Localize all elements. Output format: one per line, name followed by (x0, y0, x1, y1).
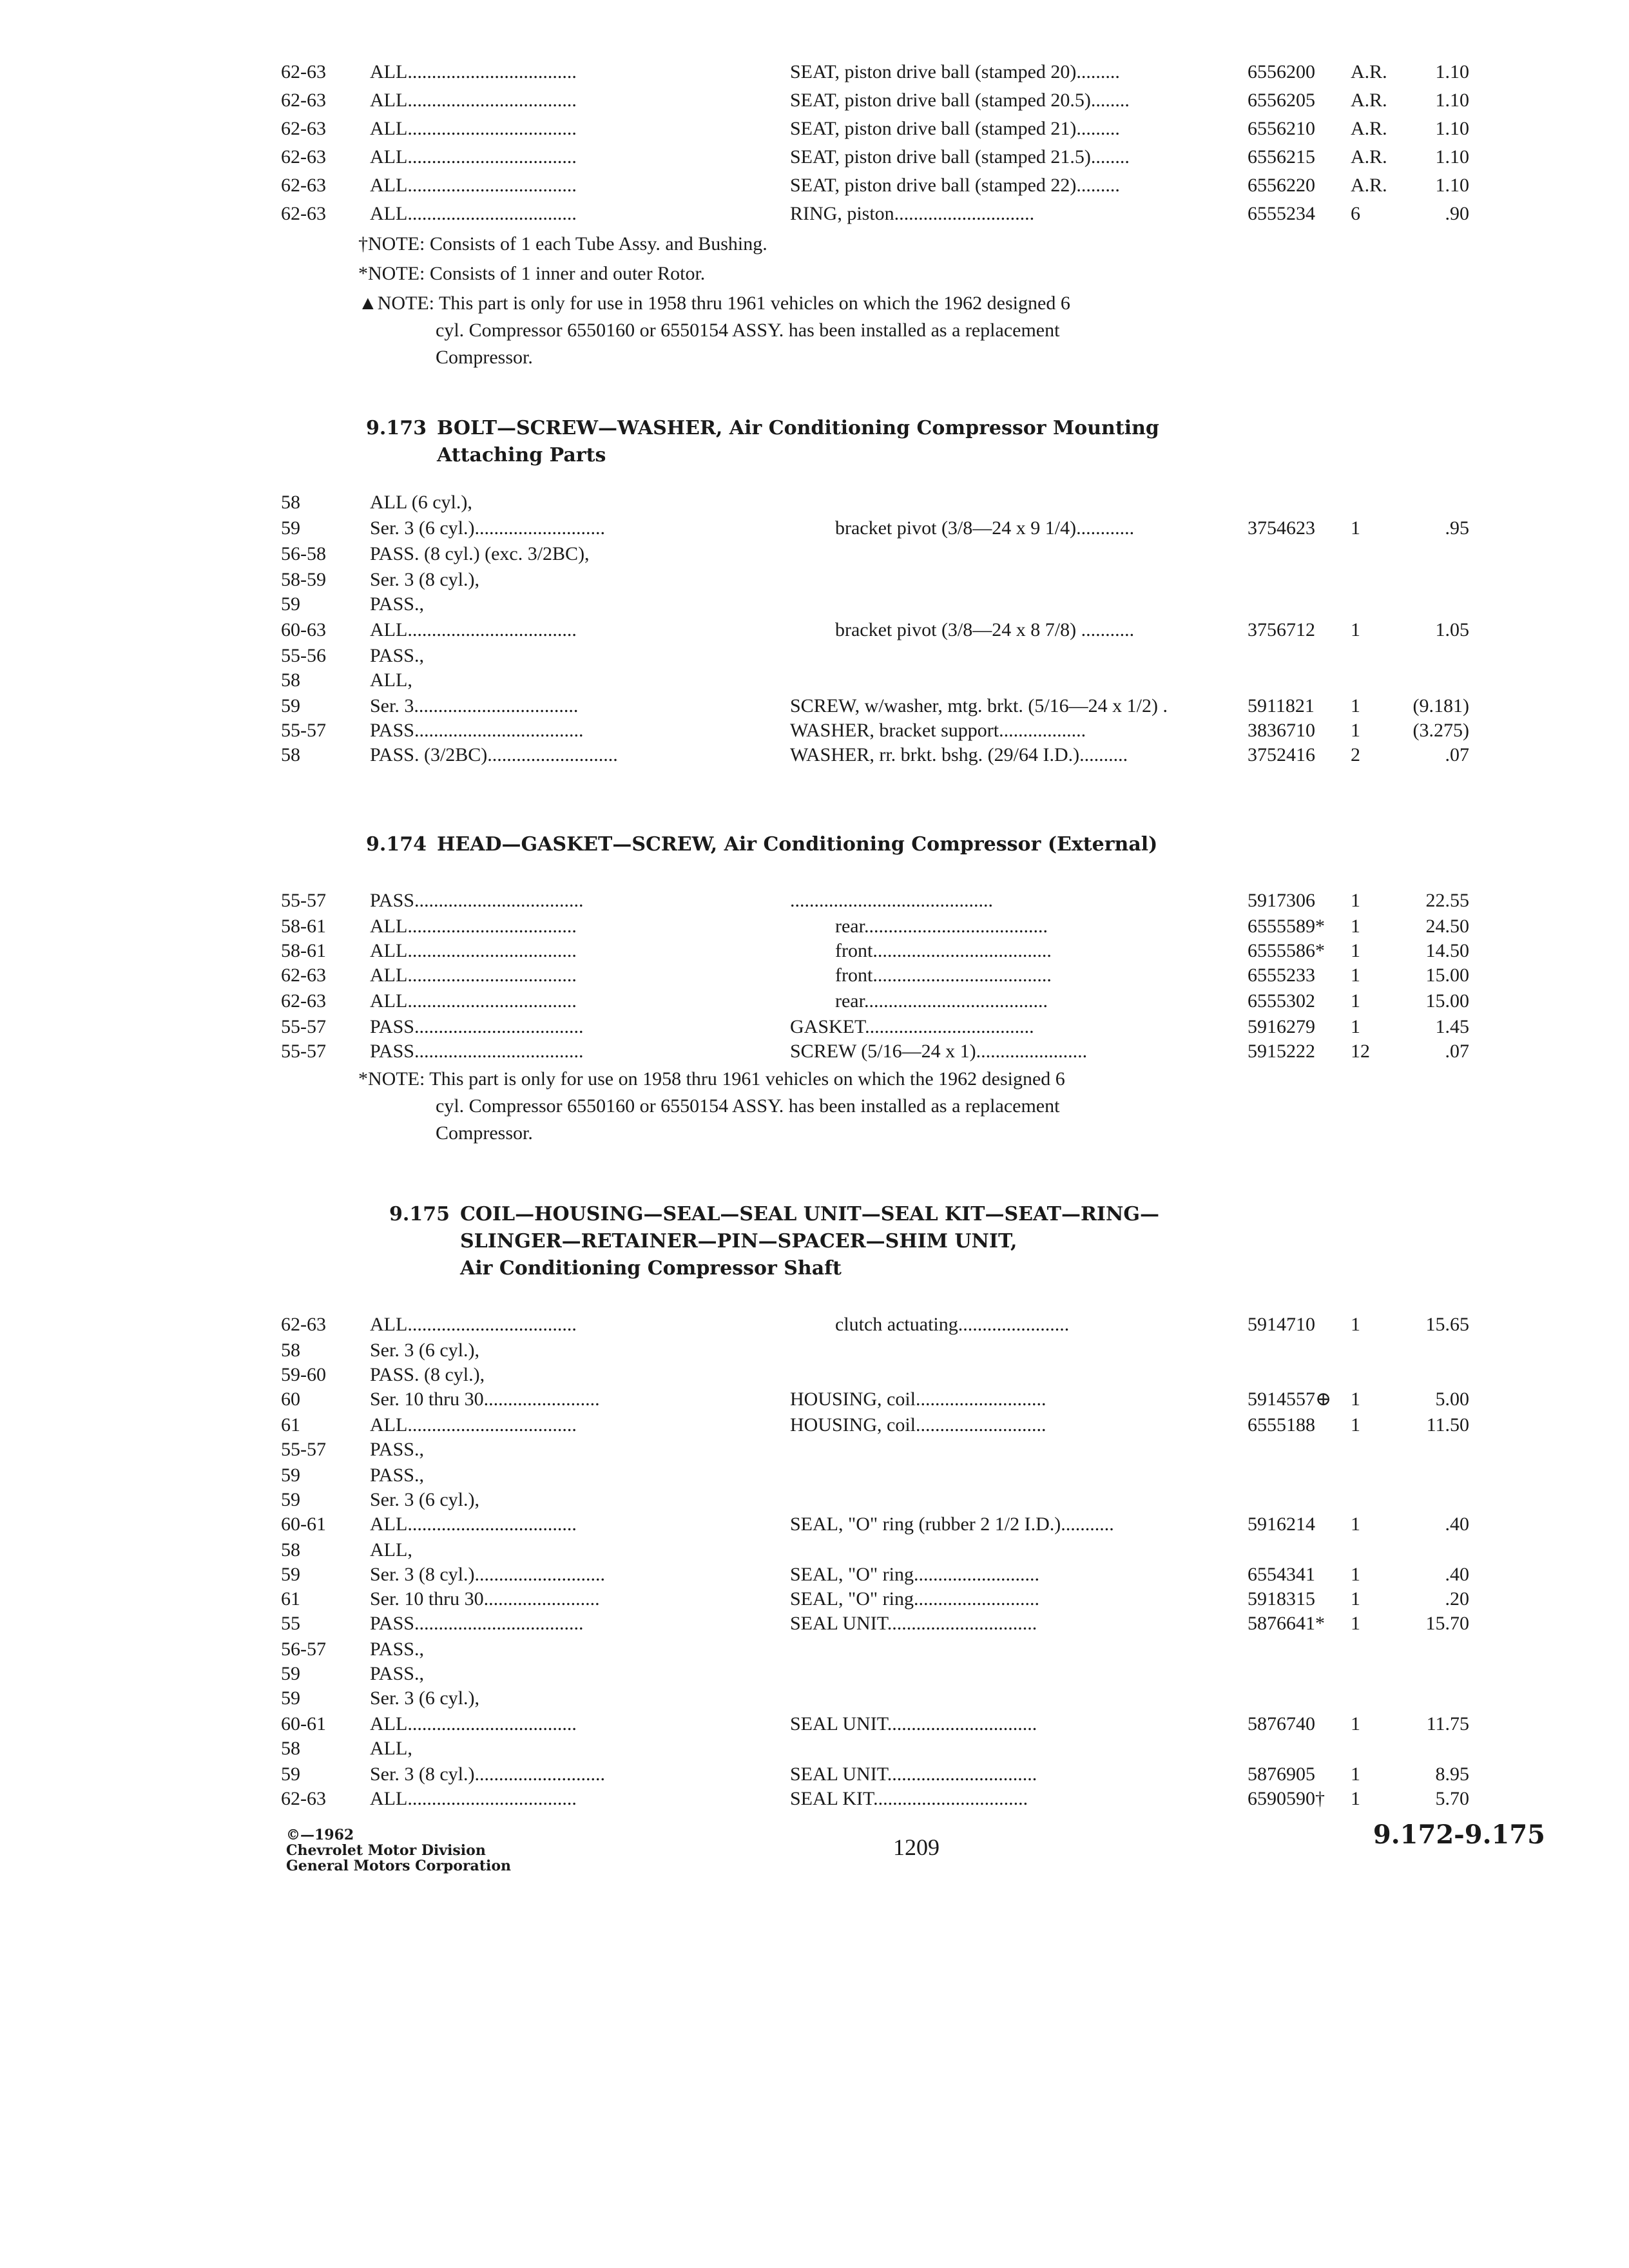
table-row (0, 1611, 1629, 1637)
model-cell: Ser. 3 (8 cyl.)........................... (370, 1564, 605, 1585)
table-row (0, 1437, 1629, 1463)
part-number-cell: 3756712 (1248, 619, 1315, 640)
quantity-cell: 1 (1351, 1314, 1360, 1335)
division-name: Chevrolet Motor Division (286, 1842, 486, 1859)
part-number-cell: 5876740 (1248, 1713, 1315, 1735)
price-cell: 1.05 (1435, 619, 1469, 640)
table-row (0, 1312, 1629, 1338)
description-cell: SEAT, piston drive ball (stamped 21)......... (790, 118, 1120, 139)
part-number-cell: 3752416 (1248, 744, 1315, 765)
table-row (0, 1039, 1629, 1064)
year-cell: 62-63 (281, 990, 326, 1012)
year-cell: 59 (281, 1663, 300, 1684)
price-cell: 15.65 (1425, 1314, 1469, 1335)
quantity-cell: 1 (1351, 916, 1360, 937)
model-cell: Ser. 3 (6 cyl.), (370, 1340, 479, 1361)
table-row (0, 988, 1629, 1014)
year-cell: 55-57 (281, 1439, 326, 1460)
year-cell: 62-63 (281, 175, 326, 196)
part-number-cell: 6555586* (1248, 940, 1325, 961)
quantity-cell: 1 (1351, 1514, 1360, 1535)
model-cell: ALL, (370, 1539, 412, 1561)
part-number-cell: 5914710 (1248, 1314, 1315, 1335)
year-cell: 59 (281, 695, 300, 716)
model-cell: ALL................................... (370, 916, 577, 937)
note-line: ▲NOTE: This part is only for use in 1958 thru 1961 vehicles on which the 1962 designed 6 (358, 293, 1070, 314)
model-cell: ALL................................... (370, 203, 577, 224)
table-row (0, 1487, 1629, 1513)
year-cell: 62-63 (281, 146, 326, 168)
model-cell: ALL................................... (370, 118, 577, 139)
part-number-cell: 5876641* (1248, 1613, 1325, 1634)
price-cell: 5.00 (1435, 1389, 1469, 1410)
table-row (0, 1512, 1629, 1537)
table-row (0, 668, 1629, 693)
part-number-cell: 5876905 (1248, 1763, 1315, 1785)
year-cell: 55-57 (281, 890, 326, 911)
quantity-cell: 1 (1351, 1588, 1360, 1610)
quantity-cell: A.R. (1351, 118, 1387, 139)
model-cell: ALL................................... (370, 965, 577, 986)
table-row (0, 1338, 1629, 1363)
description-cell: front..................................... (835, 940, 1052, 961)
section-title: COIL—HOUSING—SEAL—SEAL UNIT—SEAL KIT—SEAT—RING— (460, 1203, 1159, 1225)
price-cell: 15.00 (1425, 965, 1469, 986)
model-cell: ALL................................... (370, 619, 577, 640)
description-cell: front..................................... (835, 965, 1052, 986)
price-cell: .07 (1445, 1041, 1469, 1062)
description-cell: .......................................... (790, 890, 993, 911)
quantity-cell: 1 (1351, 1016, 1360, 1037)
description-cell: clutch actuating....................... (835, 1314, 1070, 1335)
note-line: cyl. Compressor 6550160 or 6550154 ASSY. has been installed as a replacement (436, 320, 1060, 341)
price-cell: 15.00 (1425, 990, 1469, 1012)
description-cell: SCREW, w/washer, mtg. brkt. (5/16—24 x 1/2) . (790, 695, 1168, 716)
part-number-cell: 6556215 (1248, 146, 1315, 168)
model-cell: ALL................................... (370, 1314, 577, 1335)
part-number-cell: 6556200 (1248, 61, 1315, 82)
year-cell: 58 (281, 669, 300, 691)
year-cell: 62-63 (281, 965, 326, 986)
part-number-cell: 6555234 (1248, 203, 1315, 224)
table-row (0, 1014, 1629, 1040)
table-row (0, 173, 1629, 198)
year-cell: 60-61 (281, 1713, 326, 1735)
price-cell: .40 (1445, 1514, 1469, 1535)
section-title-line-2: SLINGER—RETAINER—PIN—SPACER—SHIM UNIT, (460, 1230, 1017, 1253)
table-row (0, 1387, 1629, 1412)
price-cell: (9.181) (1412, 695, 1469, 716)
year-cell: 58 (281, 1340, 300, 1361)
table-row (0, 1562, 1629, 1588)
model-cell: ALL................................... (370, 990, 577, 1012)
table-row (0, 914, 1629, 939)
year-cell: 59 (281, 593, 300, 615)
year-cell: 58-61 (281, 916, 326, 937)
year-cell: 60-61 (281, 1514, 326, 1535)
model-cell: ALL................................... (370, 61, 577, 82)
section-heading-9-175 (389, 1201, 1159, 1282)
section-title: HEAD—GASKET—SCREW, Air Conditioning Compressor (External) (437, 833, 1158, 856)
description-cell: WASHER, rr. brkt. bshg. (29/64 I.D.).......... (790, 744, 1128, 765)
quantity-cell: 1 (1351, 1788, 1360, 1809)
description-cell: SEAL UNIT............................... (790, 1613, 1037, 1634)
table-row (0, 116, 1629, 142)
table-row (0, 888, 1629, 914)
description-cell: bracket pivot (3/8—24 x 9 1/4)............ (835, 517, 1135, 539)
note-line: cyl. Compressor 6550160 or 6550154 ASSY. has been installed as a replacement (436, 1095, 1060, 1117)
quantity-cell: 1 (1351, 965, 1360, 986)
table-row (0, 515, 1629, 541)
quantity-cell: 1 (1351, 720, 1360, 741)
section-heading-9-174 (366, 831, 1157, 858)
year-cell: 60 (281, 1389, 300, 1410)
description-cell: SEAL UNIT............................... (790, 1763, 1037, 1785)
corporation-name: General Motors Corporation (286, 1858, 512, 1874)
year-cell: 61 (281, 1588, 300, 1610)
table-row (0, 1537, 1629, 1563)
model-cell: ALL (6 cyl.), (370, 492, 472, 513)
quantity-cell: 1 (1351, 1763, 1360, 1785)
quantity-cell: 2 (1351, 744, 1360, 765)
quantity-cell: 1 (1351, 940, 1360, 961)
part-number-cell: 5914557⊕ (1248, 1389, 1332, 1410)
table-row (0, 201, 1629, 227)
description-cell: SEAL, "O" ring.......................... (790, 1564, 1039, 1585)
price-cell: 24.50 (1425, 916, 1469, 937)
model-cell: ALL................................... (370, 1788, 577, 1809)
quantity-cell: 1 (1351, 1389, 1360, 1410)
part-number-cell: 6590590† (1248, 1788, 1325, 1809)
table-row (0, 963, 1629, 988)
table-row (0, 59, 1629, 85)
price-cell: 1.45 (1435, 1016, 1469, 1037)
price-cell: 15.70 (1425, 1613, 1469, 1634)
model-cell: PASS., (370, 1663, 424, 1684)
price-cell: .90 (1445, 203, 1469, 224)
table-row (0, 938, 1629, 964)
year-cell: 59 (281, 1564, 300, 1585)
quantity-cell: 1 (1351, 1414, 1360, 1436)
table-row (0, 1637, 1629, 1662)
price-cell: (3.275) (1412, 720, 1469, 741)
part-number-cell: 3754623 (1248, 517, 1315, 539)
model-cell: PASS. (8 cyl.) (exc. 3/2BC), (370, 543, 590, 564)
year-cell: 58-61 (281, 940, 326, 961)
description-cell: SEAT, piston drive ball (stamped 21.5)........ (790, 146, 1130, 168)
price-cell: 5.70 (1435, 1788, 1469, 1809)
model-cell: PASS., (370, 593, 424, 615)
model-cell: ALL................................... (370, 1713, 577, 1735)
section-heading-9-173 (366, 415, 1159, 469)
year-cell: 58 (281, 744, 300, 765)
price-cell: .20 (1445, 1588, 1469, 1610)
year-cell: 55 (281, 1613, 300, 1634)
description-cell: SEAL, "O" ring (rubber 2 1/2 I.D.)........... (790, 1514, 1114, 1535)
year-cell: 62-63 (281, 1788, 326, 1809)
table-row (0, 1786, 1629, 1812)
quantity-cell: 1 (1351, 517, 1360, 539)
description-cell: HOUSING, coil........................... (790, 1414, 1046, 1436)
table-row (0, 1736, 1629, 1762)
note-replacement-compressor-9-174 (358, 1066, 1235, 1147)
description-cell: SEAT, piston drive ball (stamped 22)......... (790, 175, 1120, 196)
model-cell: PASS................................... (370, 720, 584, 741)
year-cell: 59 (281, 1687, 300, 1709)
part-number-cell: 5915222 (1248, 1041, 1315, 1062)
quantity-cell: 1 (1351, 990, 1360, 1012)
section-range: 9.172-9.175 (1373, 1820, 1545, 1850)
copyright: ©—1962 (286, 1827, 354, 1843)
year-cell: 60-63 (281, 619, 326, 640)
part-number-cell: 6556205 (1248, 90, 1315, 111)
section-title-line-2: Attaching Parts (437, 444, 606, 466)
year-cell: 62-63 (281, 61, 326, 82)
quantity-cell: A.R. (1351, 90, 1387, 111)
part-number-cell: 3836710 (1248, 720, 1315, 741)
table-row (0, 1711, 1629, 1737)
quantity-cell: 1 (1351, 695, 1360, 716)
year-cell: 58 (281, 1738, 300, 1759)
year-cell: 61 (281, 1414, 300, 1436)
table-row (0, 617, 1629, 643)
table-row (0, 541, 1629, 567)
table-row (0, 1762, 1629, 1787)
year-cell: 58 (281, 1539, 300, 1561)
model-cell: Ser. 3 (8 cyl.), (370, 569, 479, 590)
table-row (0, 1412, 1629, 1438)
year-cell: 56-58 (281, 543, 326, 564)
model-cell: PASS................................... (370, 890, 584, 911)
description-cell: HOUSING, coil........................... (790, 1389, 1046, 1410)
price-cell: 1.10 (1435, 61, 1469, 82)
part-number-cell: 5916214 (1248, 1514, 1315, 1535)
price-cell: 1.10 (1435, 175, 1469, 196)
quantity-cell: 1 (1351, 1713, 1360, 1735)
model-cell: Ser. 3 (6 cyl.), (370, 1687, 479, 1709)
price-cell: 22.55 (1425, 890, 1469, 911)
description-cell: SEAL, "O" ring.......................... (790, 1588, 1039, 1610)
model-cell: Ser. 3 (6 cyl.), (370, 1489, 479, 1510)
table-row (0, 1661, 1629, 1687)
year-cell: 55-57 (281, 720, 326, 741)
year-cell: 55-57 (281, 1041, 326, 1062)
table-row (0, 88, 1629, 113)
year-cell: 62-63 (281, 203, 326, 224)
quantity-cell: A.R. (1351, 61, 1387, 82)
year-cell: 58-59 (281, 569, 326, 590)
year-cell: 58 (281, 492, 300, 513)
model-cell: PASS. (8 cyl.), (370, 1364, 485, 1385)
price-cell: .95 (1445, 517, 1469, 539)
description-cell: WASHER, bracket support.................. (790, 720, 1086, 741)
year-cell: 59 (281, 1489, 300, 1510)
page-number: 1209 (893, 1834, 940, 1860)
price-cell: 8.95 (1435, 1763, 1469, 1785)
quantity-cell: 1 (1351, 1564, 1360, 1585)
price-cell: .40 (1445, 1564, 1469, 1585)
part-number-cell: 6555233 (1248, 965, 1315, 986)
table-row (0, 643, 1629, 669)
year-cell: 55-56 (281, 645, 326, 666)
part-number-cell: 5911821 (1248, 695, 1315, 716)
model-cell: PASS................................... (370, 1613, 584, 1634)
model-cell: Ser. 3 (6 cyl.)........................... (370, 517, 605, 539)
quantity-cell: 12 (1351, 1041, 1370, 1062)
note-line: Compressor. (436, 1122, 533, 1144)
year-cell: 62-63 (281, 90, 326, 111)
price-cell: .07 (1445, 744, 1469, 765)
description-cell: SEAL UNIT............................... (790, 1713, 1037, 1735)
part-number-cell: 6556210 (1248, 118, 1315, 139)
model-cell: PASS................................... (370, 1041, 584, 1062)
model-cell: ALL, (370, 669, 412, 691)
section-title: BOLT—SCREW—WASHER, Air Conditioning Compressor Mounting (437, 417, 1159, 439)
model-cell: ALL................................... (370, 1414, 577, 1436)
description-cell: rear...................................... (835, 990, 1048, 1012)
description-cell: RING, piston............................. (790, 203, 1035, 224)
price-cell: 1.10 (1435, 146, 1469, 168)
note-line: Compressor. (436, 347, 533, 368)
model-cell: PASS. (3/2BC)........................... (370, 744, 618, 765)
part-number-cell: 6555302 (1248, 990, 1315, 1012)
note-rotor: *NOTE: Consists of 1 inner and outer Rotor. (358, 263, 706, 284)
table-row (0, 1362, 1629, 1388)
section-number: 9.174 (366, 833, 427, 856)
part-number-cell: 5917306 (1248, 890, 1315, 911)
section-number: 9.175 (389, 1203, 450, 1225)
quantity-cell: 1 (1351, 1613, 1360, 1634)
part-number-cell: 6554341 (1248, 1564, 1315, 1585)
quantity-cell: 1 (1351, 890, 1360, 911)
quantity-cell: 6 (1351, 203, 1360, 224)
model-cell: ALL................................... (370, 940, 577, 961)
section-number: 9.173 (366, 417, 427, 439)
description-cell: SCREW (5/16—24 x 1)....................... (790, 1041, 1088, 1062)
note-line: *NOTE: This part is only for use on 1958 thru 1961 vehicles on which the 1962 designed 6 (358, 1068, 1065, 1090)
part-number-cell: 6555188 (1248, 1414, 1315, 1436)
year-cell: 62-63 (281, 1314, 326, 1335)
table-row (0, 693, 1629, 719)
model-cell: Ser. 3.................................. (370, 695, 579, 716)
description-cell: bracket pivot (3/8—24 x 8 7/8) ........... (835, 619, 1135, 640)
table-row (0, 742, 1629, 768)
part-number-cell: 6555589* (1248, 916, 1325, 937)
table-row (0, 490, 1629, 515)
quantity-cell: A.R. (1351, 146, 1387, 168)
table-row (0, 591, 1629, 617)
part-number-cell: 6556220 (1248, 175, 1315, 196)
model-cell: Ser. 10 thru 30........................ (370, 1389, 600, 1410)
table-row (0, 144, 1629, 170)
part-number-cell: 5916279 (1248, 1016, 1315, 1037)
model-cell: ALL, (370, 1738, 412, 1759)
note-tube-assy: †NOTE: Consists of 1 each Tube Assy. and Bushing. (358, 233, 767, 255)
year-cell: 59-60 (281, 1364, 326, 1385)
part-number-cell: 5918315 (1248, 1588, 1315, 1610)
model-cell: ALL................................... (370, 90, 577, 111)
footer-publisher (286, 1827, 511, 1874)
price-cell: 1.10 (1435, 118, 1469, 139)
model-cell: ALL................................... (370, 1514, 577, 1535)
model-cell: PASS................................... (370, 1016, 584, 1037)
model-cell: PASS., (370, 1465, 424, 1486)
model-cell: PASS., (370, 1439, 424, 1460)
year-cell: 59 (281, 517, 300, 539)
description-cell: SEAT, piston drive ball (stamped 20)......... (790, 61, 1120, 82)
year-cell: 56-57 (281, 1639, 326, 1660)
quantity-cell: A.R. (1351, 175, 1387, 196)
table-row (0, 1586, 1629, 1612)
model-cell: ALL................................... (370, 146, 577, 168)
table-row (0, 718, 1629, 744)
table-row (0, 567, 1629, 593)
year-cell: 59 (281, 1763, 300, 1785)
price-cell: 11.50 (1426, 1414, 1469, 1436)
section-title-line-3: Air Conditioning Compressor Shaft (460, 1257, 842, 1280)
table-row (0, 1686, 1629, 1711)
table-row (0, 1463, 1629, 1488)
price-cell: 11.75 (1426, 1713, 1469, 1735)
description-cell: SEAT, piston drive ball (stamped 20.5)........ (790, 90, 1130, 111)
description-cell: rear...................................... (835, 916, 1048, 937)
model-cell: ALL................................... (370, 175, 577, 196)
quantity-cell: 1 (1351, 619, 1360, 640)
year-cell: 62-63 (281, 118, 326, 139)
model-cell: PASS., (370, 645, 424, 666)
note-replacement-compressor (358, 290, 1235, 371)
description-cell: GASKET................................... (790, 1016, 1034, 1037)
year-cell: 55-57 (281, 1016, 326, 1037)
model-cell: Ser. 10 thru 30........................ (370, 1588, 600, 1610)
price-cell: 14.50 (1425, 940, 1469, 961)
model-cell: PASS., (370, 1639, 424, 1660)
price-cell: 1.10 (1435, 90, 1469, 111)
year-cell: 59 (281, 1465, 300, 1486)
description-cell: SEAL KIT................................ (790, 1788, 1028, 1809)
model-cell: Ser. 3 (8 cyl.)........................... (370, 1763, 605, 1785)
